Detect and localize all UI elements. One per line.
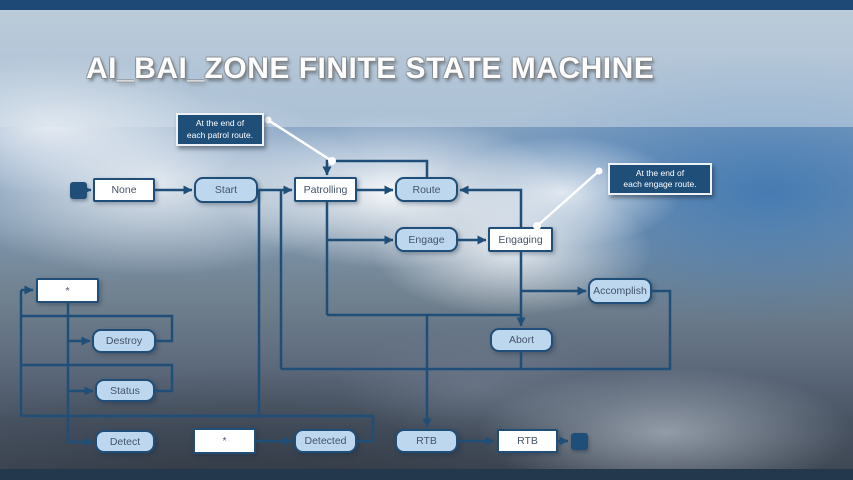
node-route: Route [395,177,458,202]
bottom-accent-bar [0,469,853,480]
node-rtb-event: RTB [395,429,458,453]
node-engaging: Engaging [488,227,553,252]
edge-engaging-to-route [460,190,521,227]
callout-patrol-line2: each patrol route. [186,129,254,140]
node-rtb-state: RTB [497,429,558,453]
node-wildcard-1: * [36,278,99,303]
node-engage: Engage [395,227,458,252]
leader-dot-engage-start [596,168,603,175]
node-patrolling: Patrolling [294,177,357,202]
node-start: Start [194,177,258,203]
leader-dot-patrol-end [328,157,336,165]
node-accomplish: Accomplish [588,278,652,304]
callout-engage-route [608,163,712,195]
callout-patrol-route [176,113,264,146]
node-abort: Abort [490,328,553,352]
callout-engage-line1: At the end of [635,167,685,178]
callout-engage-line2: each engage route. [623,179,697,189]
final-state-marker [571,433,588,450]
node-detected: Detected [294,429,357,453]
node-status: Status [95,379,155,402]
callout-patrol-line1: At the end of [195,118,245,129]
initial-state-marker [70,182,87,199]
edge-route-loop-to-patrolling [327,161,427,177]
edge-accomplish-down [652,291,670,369]
leader-line-engage-callout [537,171,599,226]
top-accent-bar [0,0,853,10]
slide-title: AI_BAI_ZONE FINITE STATE MACHINE [86,52,655,85]
node-detect: Detect [95,430,155,453]
node-wildcard-2: * [193,428,256,454]
node-none: None [93,178,155,202]
node-destroy: Destroy [92,329,156,353]
